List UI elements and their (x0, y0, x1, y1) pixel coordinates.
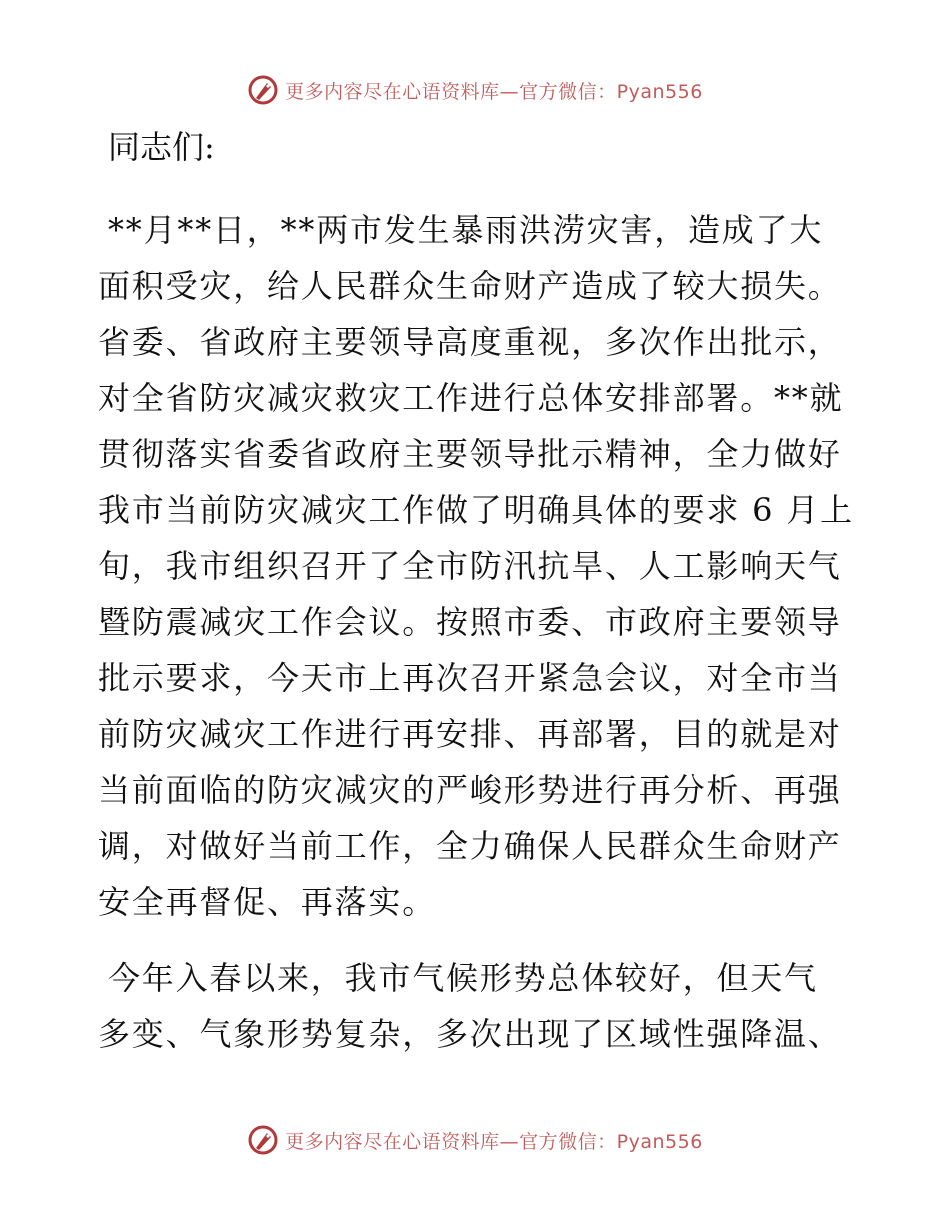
salutation: 同志们: (108, 128, 215, 166)
text-line: 省委、省政府主要领导高度重视，多次作出批示， (98, 323, 842, 361)
text-line: 批示要求，今天市上再次召开紧急会议，对全市当 (98, 659, 842, 697)
paragraph-2 (98, 950, 853, 1062)
text-line: 暨防震减灾工作会议。按照市委、市政府主要领导 (98, 603, 842, 641)
document-body (98, 122, 853, 1082)
text-line: 对全省防灾减灾救灾工作进行总体安排部署。**就 (98, 379, 844, 417)
text-line: 调，对做好当前工作，全力确保人民群众生命财产 (98, 827, 842, 865)
text-line: 今年入春以来，我市气候形势总体较好，但天气 (108, 959, 818, 997)
text-line: 旬，我市组织召开了全市防汛抗旱、人工影响天气 (98, 547, 842, 585)
paragraph-1 (98, 202, 853, 930)
text-line: 当前面临的防灾减灾的严峻形势进行再分析、再强 (98, 771, 842, 809)
pen-nib-logo-icon (247, 1124, 279, 1156)
text-line: 我市当前防灾减灾工作做了明确具体的要求 6 月上 (98, 491, 854, 529)
text-line: 多变、气象形势复杂，多次出现了区域性强降温、 (98, 1015, 842, 1053)
text-line: 前防灾减灾工作进行再安排、再部署，目的就是对 (98, 715, 842, 753)
pen-nib-logo-icon (247, 74, 279, 106)
footer-watermark (0, 1120, 950, 1160)
text-line: 安全再督促、再落实。 (98, 883, 437, 921)
text-line: **月**日，**两市发生暴雨洪涝灾害，造成了大 (108, 211, 824, 249)
watermark-text: 更多内容尽在心语资料库—官方微信：Pyan556 (285, 80, 703, 103)
text-line: 贯彻落实省委省政府主要领导批示精神，全力做好 (98, 435, 842, 473)
watermark-text: 更多内容尽在心语资料库—官方微信：Pyan556 (285, 1130, 703, 1153)
text-line: 面积受灾，给人民群众生命财产造成了较大损失。 (98, 267, 842, 305)
header-watermark (0, 70, 950, 110)
